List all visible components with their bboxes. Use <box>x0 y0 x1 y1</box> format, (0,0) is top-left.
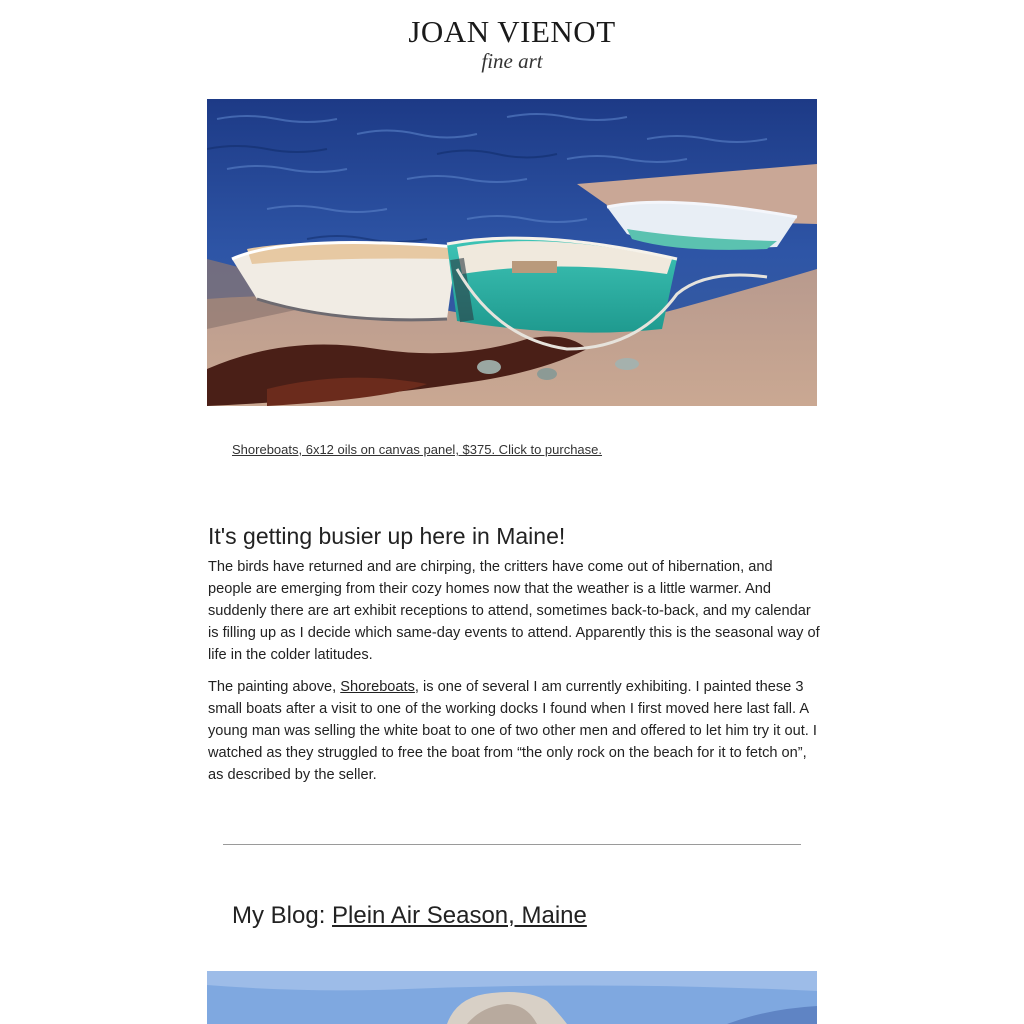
logo-tagline: fine art <box>481 49 543 73</box>
blog-prefix: My Blog: <box>232 902 333 929</box>
post-paragraph-2 <box>208 676 820 786</box>
site-logo[interactable] <box>0 14 1024 72</box>
paragraph-2-after: , is one of several I am currently exhibiting. I painted these 3 small boats after a visit to one of the working docks I found when I first moved here last fall. A young man was selling the white boat to one of two other men and offered to let him try it out. I watched as they struggled to free the boat from “the only rock on the beach for it to fetch on”, as described by the seller. <box>208 679 817 783</box>
post-body <box>208 556 820 796</box>
plein-air-painting-image <box>207 971 817 1024</box>
post-title: It's getting busier up here in Maine! <box>208 523 566 549</box>
blog-painting-image[interactable] <box>207 971 817 1024</box>
hero-caption-link[interactable]: Shoreboats, 6x12 oils on canvas panel, $375. Click to purchase. <box>232 442 603 457</box>
blog-post-link[interactable]: Plein Air Season, Maine <box>332 902 587 929</box>
paragraph-2-before: The painting above, <box>208 679 341 695</box>
boats-painting-image <box>207 99 817 406</box>
post-paragraph-1: The birds have returned and are chirping, the critters have come out of hibernation, and people are emerging from their cozy homes now that the weather is a little warmer. And suddenly there are art exhibit receptions to attend, sometimes back-to-back, and my calendar is filling up as I decide which same-day events to attend. Apparently this is the seasonal way of life in the colder latitudes. <box>208 559 820 663</box>
section-divider <box>223 844 801 845</box>
logo-name: JOAN VIENOT <box>408 14 616 49</box>
blog-heading <box>232 900 587 932</box>
hero-painting-image[interactable] <box>207 99 817 406</box>
shoreboats-link[interactable]: Shoreboats <box>340 679 415 695</box>
